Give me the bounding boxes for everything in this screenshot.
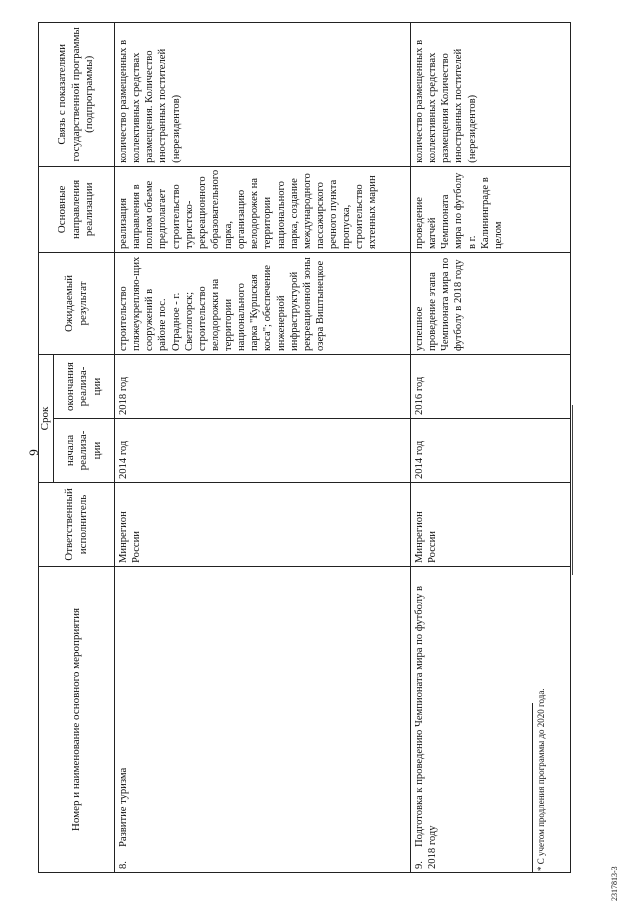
header-executor: Ответственный исполнитель bbox=[39, 483, 115, 567]
row-start: 2014 год bbox=[411, 419, 571, 483]
row-executor: Минрегион России bbox=[411, 483, 571, 567]
row-directions: проведение матчей Чемпионата мира по футболу в г. Калининграде в целом bbox=[411, 166, 571, 252]
header-row bbox=[39, 22, 54, 872]
measures-table bbox=[38, 22, 571, 873]
footnote: * С учетом продления программы до 2020 года. bbox=[536, 688, 546, 871]
row-directions: реализация направления в полном объеме предполагает строительство туристско-рекреационного образовательного парка, организацию велодорожек на территории национального парка, создание международного пассажирского речного пункта пропуска, строительство яхтенных марин bbox=[115, 166, 411, 252]
page-number: 9 bbox=[26, 449, 41, 456]
separator-line bbox=[572, 405, 573, 575]
row-number: 8. bbox=[118, 861, 129, 869]
header-link: Связь с показателями государственной программы (подпрограммы) bbox=[39, 22, 115, 166]
row-executor: Минрегион России bbox=[115, 483, 411, 567]
header-end: окончания реализа-ции bbox=[54, 355, 115, 419]
row-name: Развитие туризма bbox=[118, 767, 129, 847]
row-result: успешное проведение этапа Чемпионата мира по футболу в 2018 году bbox=[411, 253, 571, 355]
header-start: начала реализа-ции bbox=[54, 419, 115, 483]
row-end: 2016 год bbox=[411, 355, 571, 419]
row-link: количество размещенных в коллективных средствах размещения. Количество иностранных постителей (нерезидентов) bbox=[115, 22, 411, 166]
row-result: строительство пляжеукрепляю-щих сооружений в районе пос. Отрадное - г. Светлогорск; строительство велодорожки на территории национального парка "Куршская коса"; обеспечение инженерной инфраструктурой рекреационной зоны озера Виштынецкое bbox=[115, 253, 411, 355]
row-link: количество размещенных в коллективных средствах размещения Количество иностранных постителей (нерезидентов) bbox=[411, 22, 571, 166]
table-row bbox=[411, 22, 571, 872]
header-name: Номер и наименование основного мероприятия bbox=[39, 567, 115, 873]
row-end: 2018 год bbox=[115, 355, 411, 419]
row-9-name-cell bbox=[411, 567, 571, 873]
document-code: 2317813-3 bbox=[610, 866, 619, 901]
row-number: 9. bbox=[414, 861, 425, 869]
row-8-name-cell bbox=[115, 567, 411, 873]
footnote-divider bbox=[532, 703, 533, 873]
row-start: 2014 год bbox=[115, 419, 411, 483]
header-result: Ожидаемый результат bbox=[39, 253, 115, 355]
header-directions: Основные направления реализации bbox=[39, 166, 115, 252]
row-name: Подготовка к проведению Чемпионата мира по футболу в 2018 году bbox=[414, 585, 439, 869]
header-term: Срок bbox=[39, 355, 54, 483]
table-row bbox=[115, 22, 411, 872]
